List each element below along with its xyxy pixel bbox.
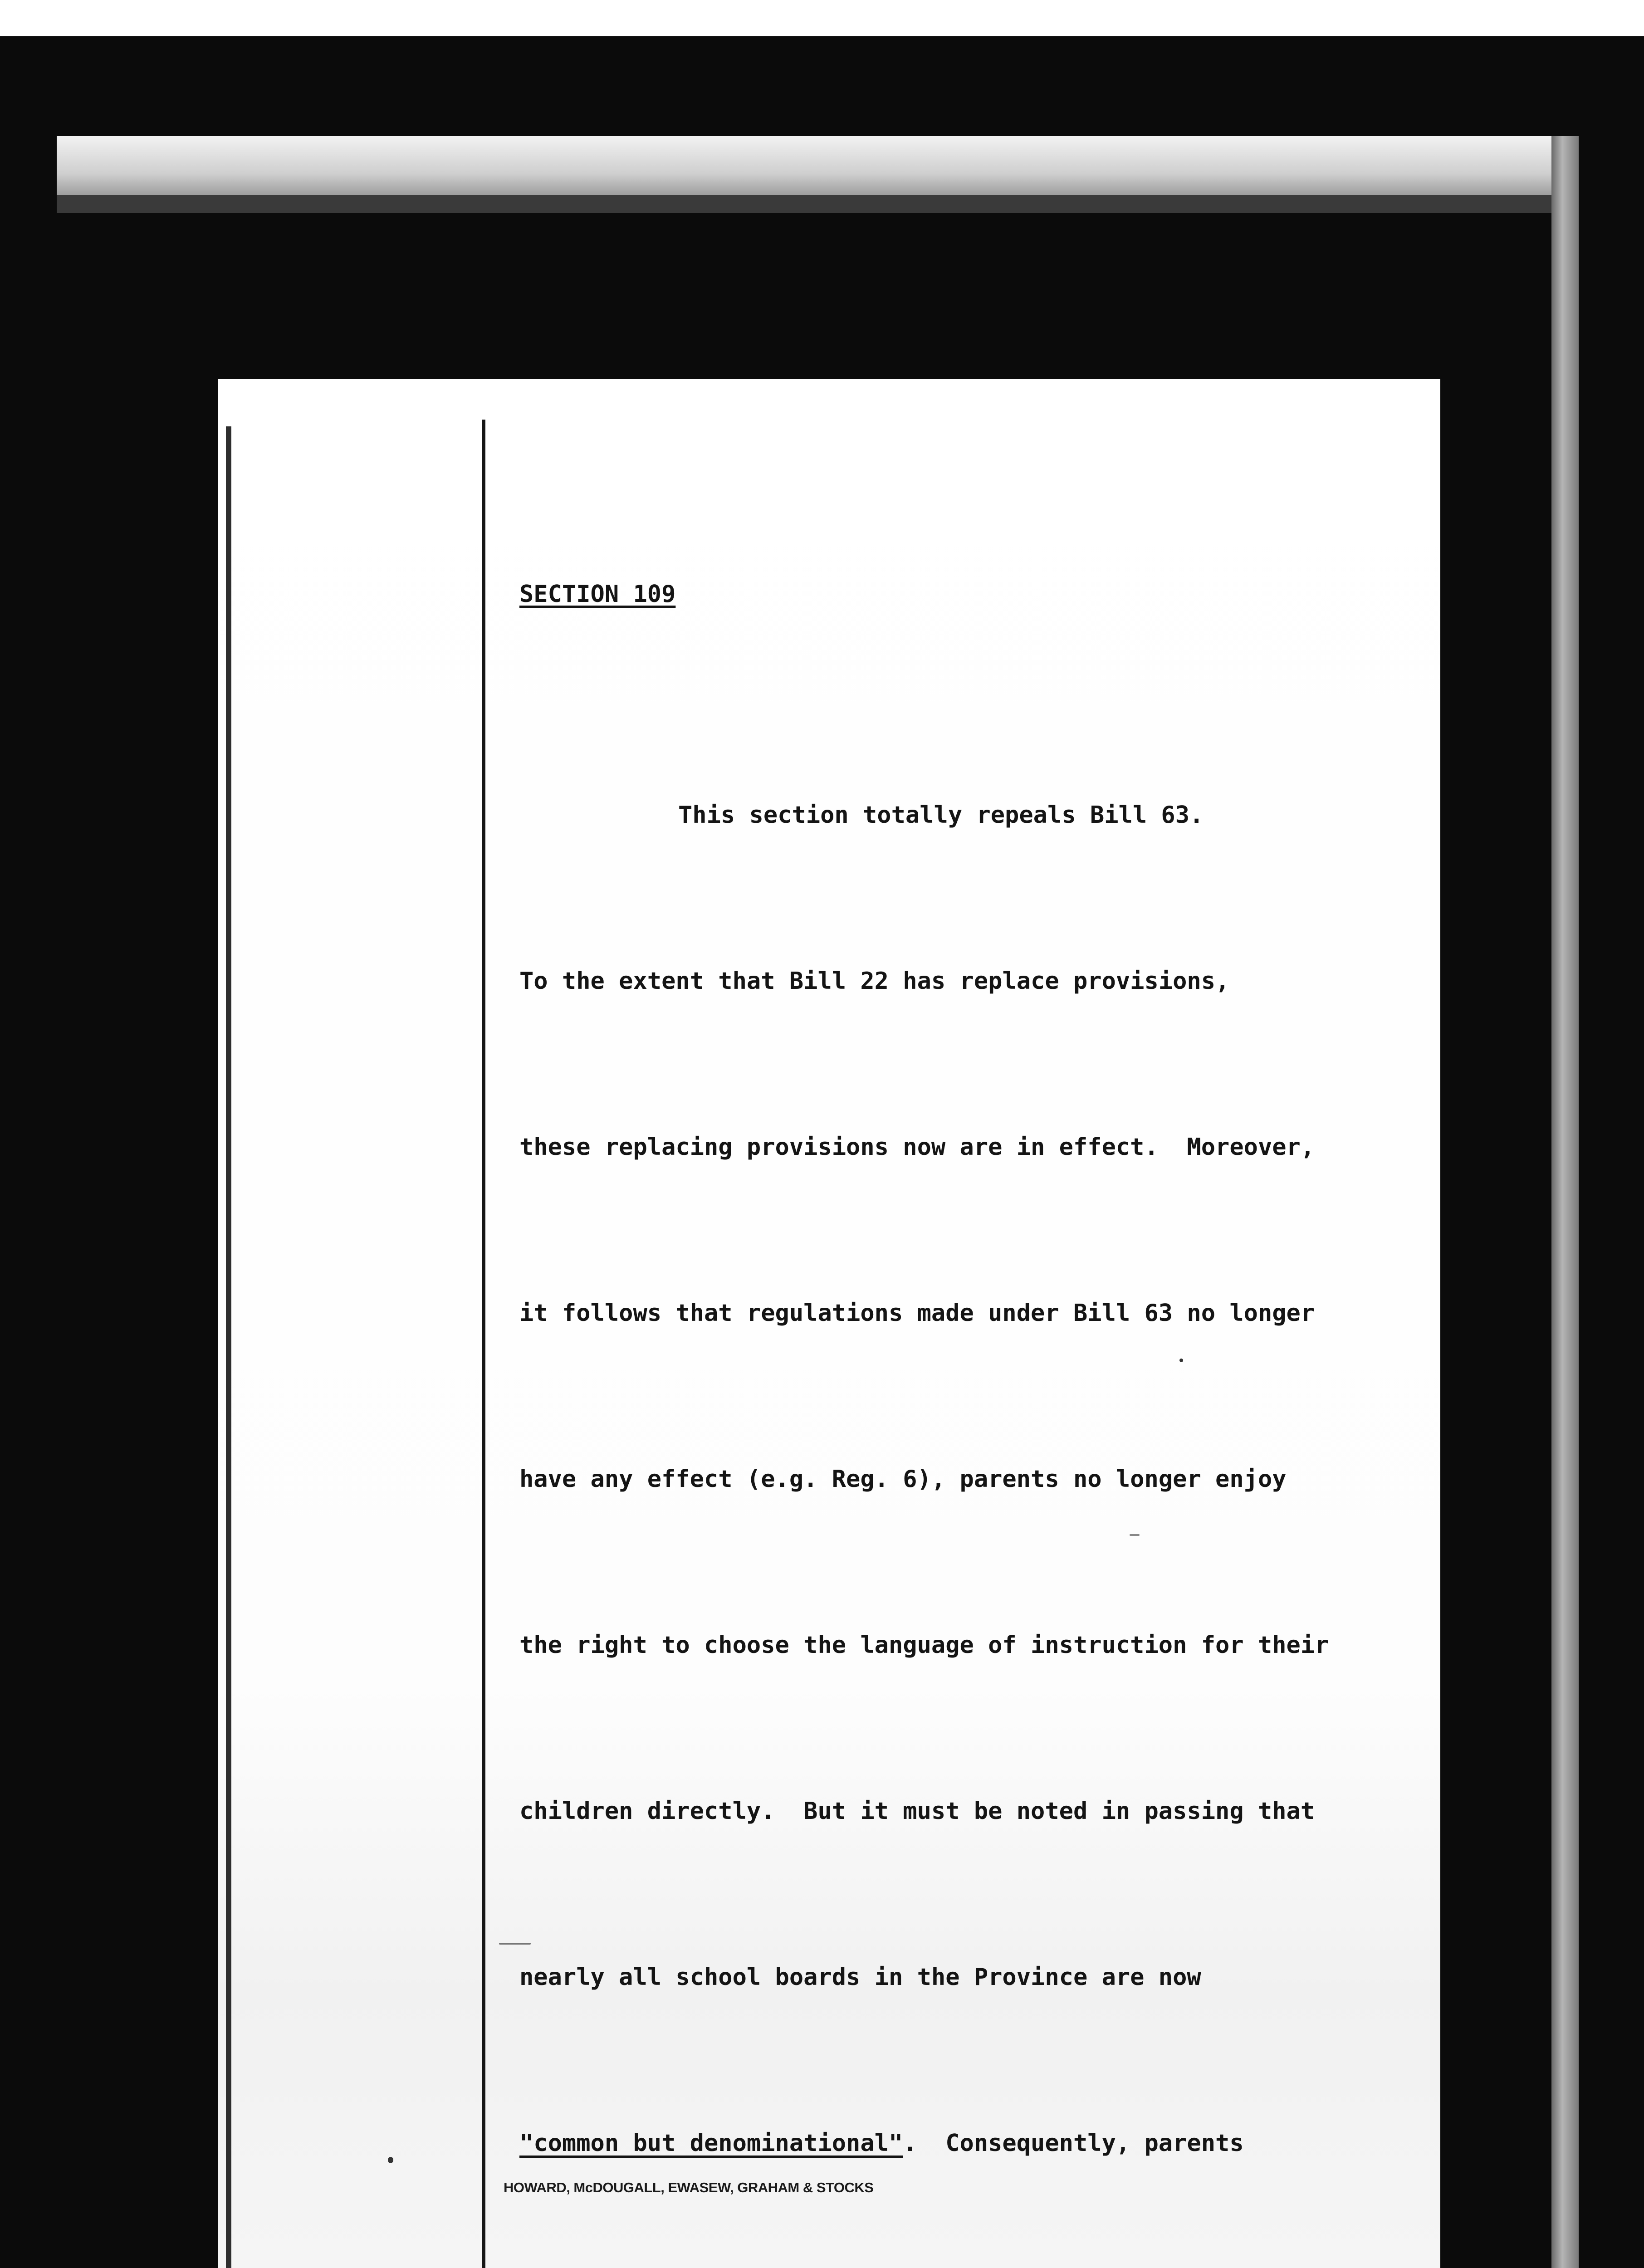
body-line: nearly all school boards in the Province are now: [519, 1964, 1201, 1991]
body-line: To the extent that Bill 22 has replace provisions,: [519, 968, 1230, 995]
margin-rule: [482, 420, 485, 2268]
document-body: [519, 581, 1427, 2268]
phrase-continuation: . Consequently, parents: [903, 2130, 1244, 2157]
page-left-edge: [226, 426, 231, 2268]
scan-scratch: [499, 1943, 531, 1945]
body-line-with-emphasis: [519, 2116, 1427, 2171]
body-paragraph: [519, 677, 1427, 2268]
film-top-edge: [57, 136, 1579, 204]
firm-imprint: HOWARD, McDOUGALL, EWASEW, GRAHAM & STOCKS: [504, 2180, 874, 2195]
scan-speck: [1179, 1359, 1183, 1362]
section-heading: SECTION 109: [519, 581, 676, 608]
film-top-shadow: [57, 195, 1579, 213]
body-line: have any effect (e.g. Reg. 6), parents no longer enjoy: [519, 1466, 1287, 1493]
body-line: This section totally repeals Bill 63.: [678, 802, 1204, 829]
body-line: these replacing provisions now are in effect. Moreover,: [519, 1134, 1315, 1161]
body-line: children directly. But it must be noted in passing that: [519, 1798, 1315, 1825]
body-line: it follows that regulations made under Bill 63 no longer: [519, 1300, 1315, 1327]
underlined-phrase: "common but denominational": [519, 2130, 903, 2157]
film-right-edge: [1551, 136, 1579, 2268]
scan-scratch: [1130, 1534, 1140, 1536]
scan-speck: [388, 2157, 393, 2163]
body-line: the right to choose the language of instruction for their: [519, 1632, 1329, 1659]
